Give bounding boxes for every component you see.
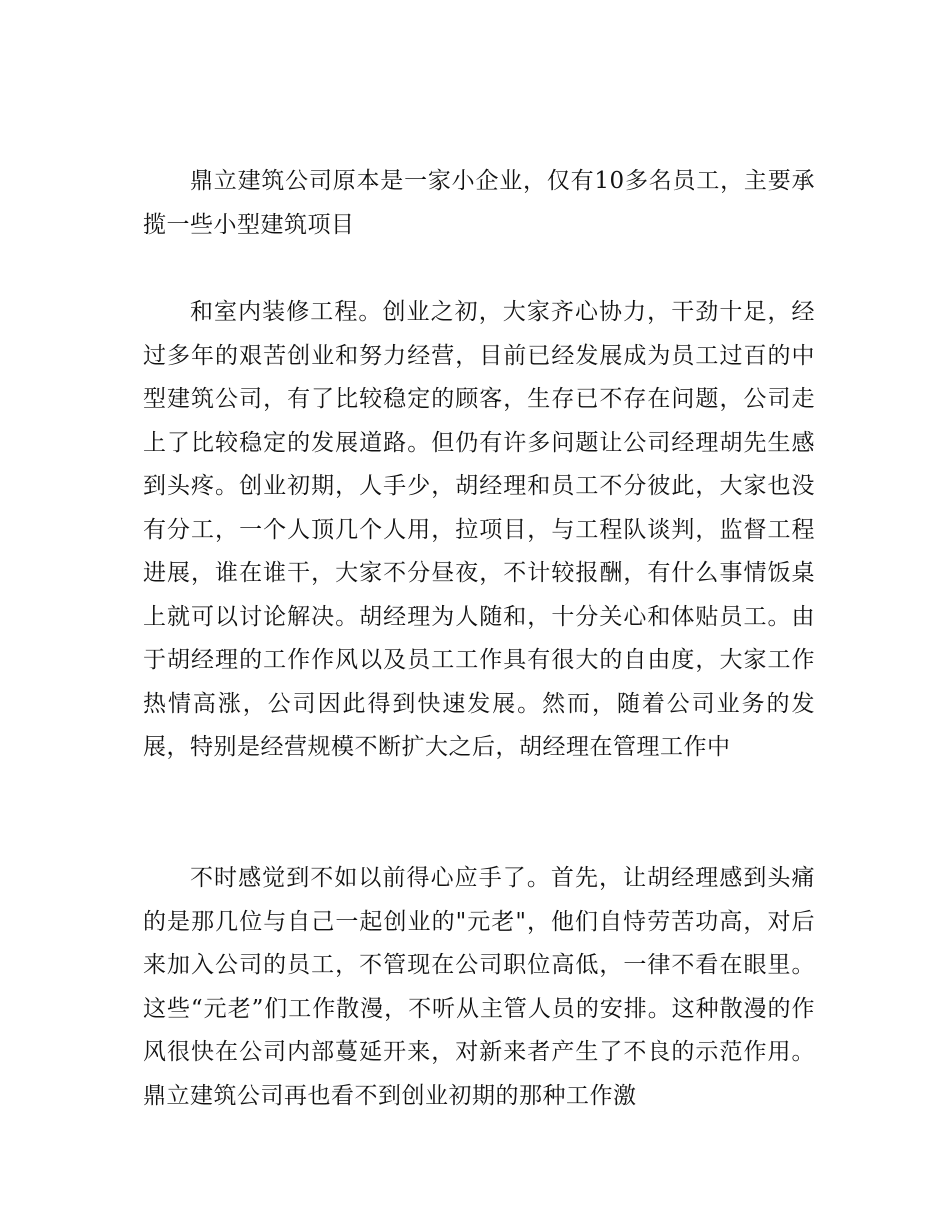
- paragraph-2: 和室内装修工程。创业之初，大家齐心协力，干劲十足，经过多年的艰苦创业和努力经营，目前已经发展成为员工过百的中型建筑公司，有了比较稳定的顾客，生存已不存在问题，公司走上了比较稳定的发展道路。但仍有许多问题让公司经理胡先生感到头疼。创业初期，人手少，胡经理和员工不分彼此，大家也没有分工，一个人顶几个人用，拉项目，与工程队谈判，监督工程进展，谁在谁干，大家不分昼夜，不计较报酬，有什么事情饭桌上就可以讨论解决。胡经理为人随和，十分关心和体贴员工。由于胡经理的工作作风以及员工工作具有很大的自由度，大家工作热情高涨，公司因此得到快速发展。然而，随着公司业务的发展，特别是经营规模不断扩大之后，胡经理在管理工作中: [143, 299, 815, 760]
- paragraph-1: 鼎立建筑公司原本是一家小企业，仅有10多名员工，主要承揽一些小型建筑项目: [143, 168, 815, 238]
- paragraph-3: 不时感觉到不如以前得心应手了。首先，让胡经理感到头痛的是那几位与自己一起创业的"元老"，他们自恃劳苦功高，对后来加入公司的员工，不管现在公司职位高低，一律不看在眼里。这些“元老”们工作散漫，不听从主管人员的安排。这种散漫的作风很快在公司内部蔓延开来，对新来者产生了不良的示范作用。鼎立建筑公司再也看不到创业初期的那种工作激: [143, 865, 815, 1109]
